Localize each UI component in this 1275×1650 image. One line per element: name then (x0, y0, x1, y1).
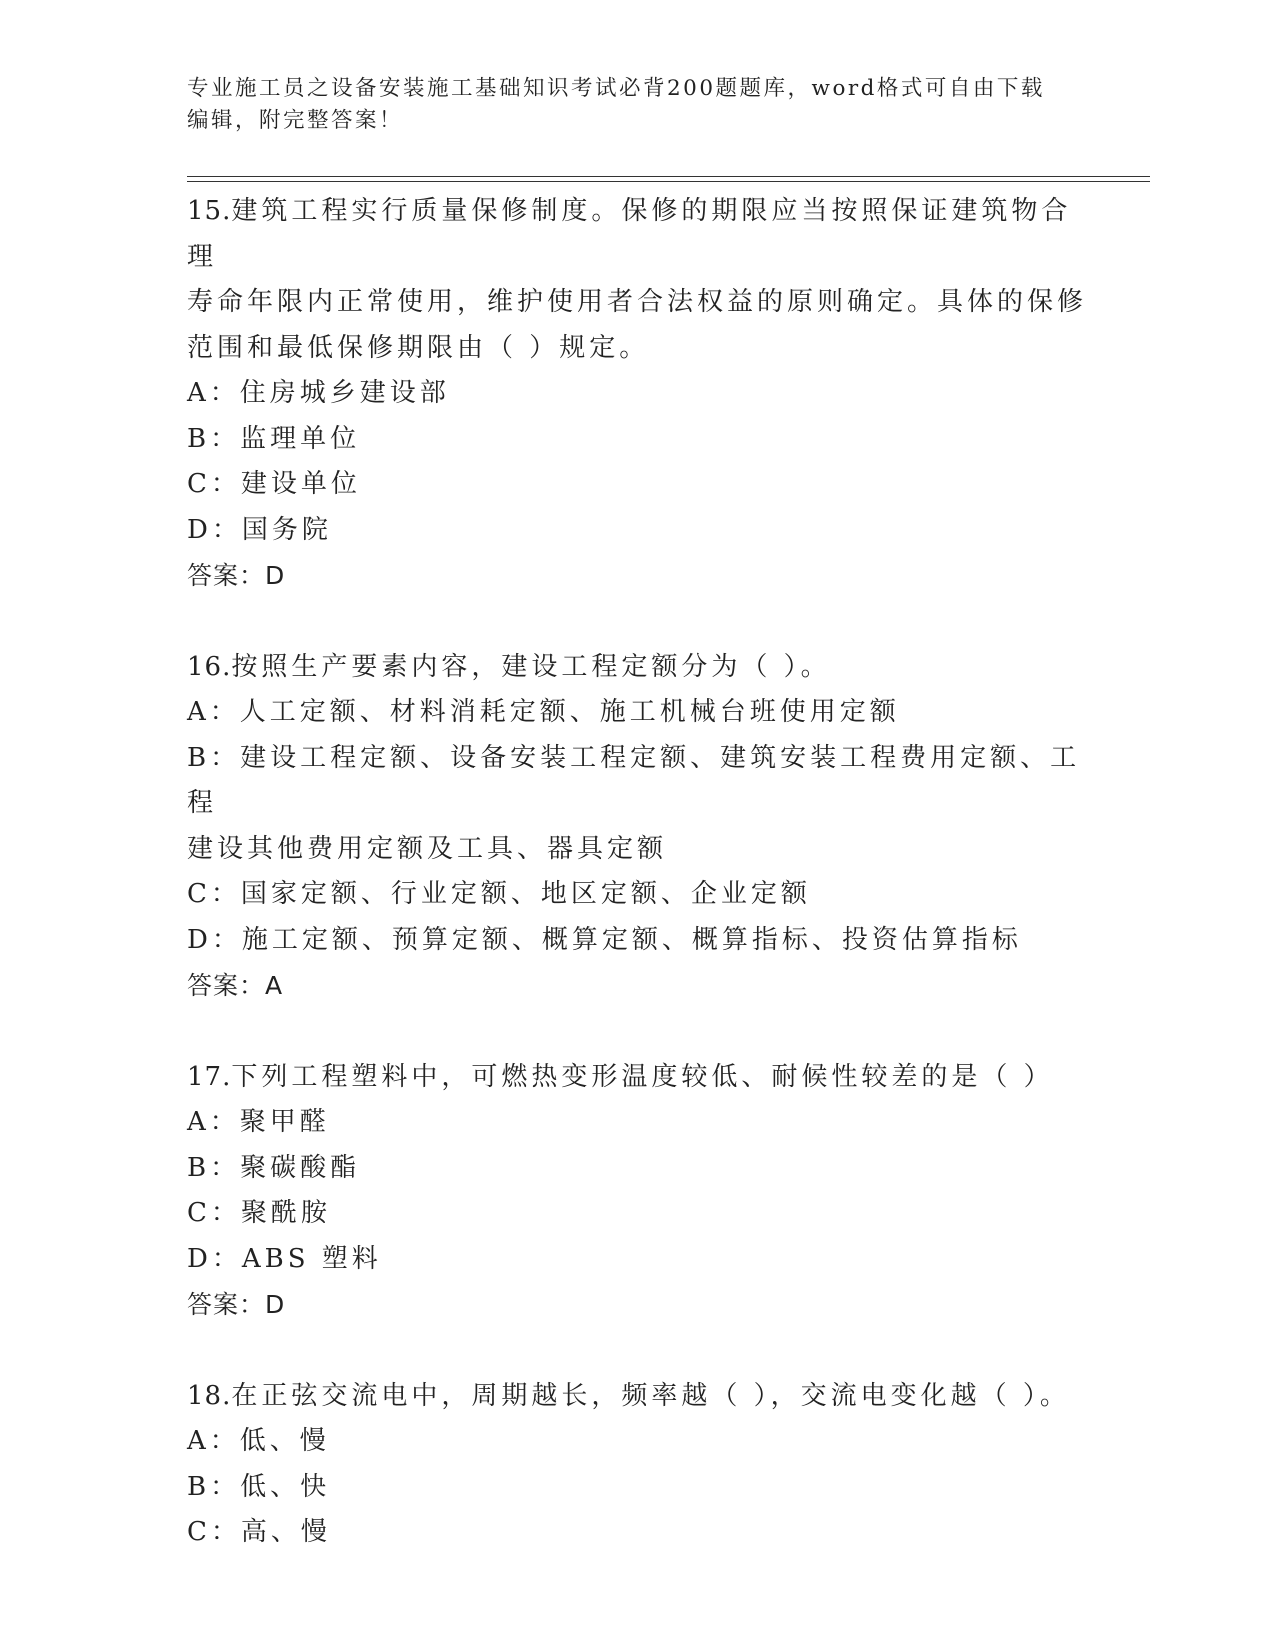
option-b: B：监理单位 (187, 423, 361, 454)
question-stem-line (187, 645, 1087, 691)
option-d: D：施工定额、预算定额、概算定额、概算指标、投资估算指标 (187, 924, 1022, 955)
header-line-2: 编辑，附完整答案！ (187, 108, 404, 133)
option-c: C：国家定额、行业定额、地区定额、企业定额 (187, 879, 811, 909)
option-b-continued: 建设其他费用定额及工具、器具定额 (187, 833, 668, 864)
option-a: A：住房城乡建设部 (187, 378, 450, 408)
option-c: C：高、慢 (187, 1517, 331, 1547)
question-number: 18. (187, 1380, 232, 1411)
option-b: B：建设工程定额、设备安装工程定额、建筑安装工程费用定额、工程 (187, 742, 1081, 818)
question-stem-line (187, 189, 1087, 280)
option-b: B：聚碳酸酯 (187, 1152, 361, 1183)
question-16 (187, 645, 1087, 1009)
question-stem-line (187, 1055, 1087, 1101)
option-a: A：人工定额、材料消耗定额、施工机械台班使用定额 (187, 697, 900, 727)
answer-line: 答案：A (187, 971, 284, 1000)
option-a: A：低、慢 (187, 1426, 330, 1456)
option-c: C：聚酰胺 (187, 1198, 331, 1228)
question-list (187, 189, 1087, 1602)
question-number: 15. (187, 196, 232, 226)
header-divider (187, 176, 1150, 182)
question-18 (187, 1374, 1087, 1556)
question-stem-line: 寿命年限内正常使用，维护使用者合法权益的原则确定。具体的保修 (187, 287, 1088, 317)
option-c: C：建设单位 (187, 469, 361, 499)
header-line-1: 专业施工员之设备安装施工基础知识考试必背200题题库，word格式可自由下载 (187, 76, 1045, 101)
answer-line: 答案：D (187, 561, 286, 590)
question-number: 17. (187, 1061, 232, 1092)
question-stem-text: 下列工程塑料中，可燃热变形温度较低、耐候性较差的是（ ） (231, 1061, 1054, 1092)
option-d: D：国务院 (187, 514, 332, 545)
question-stem-text: 建筑工程实行质量保修制度。保修的期限应当按照保证建筑物合理 (187, 196, 1072, 272)
question-stem-line (187, 1374, 1087, 1420)
document-header (187, 73, 1087, 137)
question-stem-line: 范围和最低保修期限由（ ）规定。 (187, 332, 650, 363)
option-a: A：聚甲醛 (187, 1107, 330, 1137)
question-stem-text: 在正弦交流电中，周期越长，频率越（ ），交流电变化越（ ）。 (231, 1380, 1070, 1411)
question-17 (187, 1055, 1087, 1328)
question-stem-text: 按照生产要素内容，建设工程定额分为（ ）。 (231, 651, 831, 682)
option-b: B：低、快 (187, 1471, 331, 1502)
answer-line: 答案：D (187, 1290, 286, 1319)
question-15 (187, 189, 1087, 599)
question-number: 16. (187, 651, 232, 682)
option-d: D：ABS 塑料 (187, 1243, 382, 1274)
